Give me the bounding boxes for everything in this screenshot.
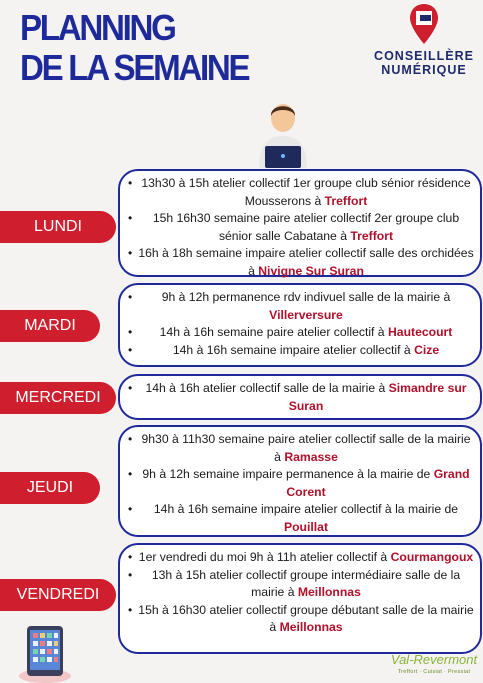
entry-text: 14h à 16h semaine paire atelier collectif à: [159, 325, 388, 340]
list-item: [128, 501, 474, 536]
list-item: [128, 567, 474, 602]
entry-place: Cize: [414, 342, 440, 357]
entry-text: 15h 16h30 semaine paire atelier collectif 2er groupe club sénior salle Cabatane à: [152, 211, 460, 243]
tablet-illustration: [17, 622, 73, 683]
entry-place: Grand Corent: [286, 467, 470, 499]
day-label-mercredi: MERCREDI: [0, 382, 116, 414]
day-box-vendredi: [118, 543, 482, 654]
entry-place: Villerversure: [269, 307, 343, 322]
list-item: [128, 466, 474, 501]
day-box-mercredi: [118, 374, 482, 420]
entry-text: 13h à 15h atelier collectif groupe intermédiaire salle de la mairie à: [151, 567, 461, 600]
day-label-lundi: LUNDI: [0, 211, 116, 243]
entry-place: Pouillat: [283, 519, 328, 534]
title-line-2: DE LA SEMAINE: [20, 47, 249, 88]
list-item: [128, 602, 474, 637]
entry-text: 13h30 à 15h atelier collectif 1er groupe club sénior résidence Mousserons à: [141, 176, 471, 208]
entry-text: 15h à 16h30 atelier collectif groupe débutant salle de la mairie à: [138, 602, 474, 635]
entry-place: Ramasse: [284, 449, 338, 464]
day-box-jeudi: [118, 425, 482, 537]
entry-text: 9h à 12h permanence rdv indivuel salle de la mairie à: [161, 290, 451, 304]
location-pin-icon: [407, 2, 441, 46]
entry-place: Courmangoux: [390, 550, 474, 564]
conseiller-numerique-logo: [368, 2, 480, 88]
person-laptop-illustration: [255, 96, 311, 168]
entry-place: Meillonnas: [279, 620, 343, 635]
entry-text: 14h à 16h semaine impaire atelier collectif à la mairie de: [153, 502, 459, 517]
list-item: [128, 549, 474, 567]
list-item: [128, 324, 474, 342]
list-item: [128, 245, 474, 280]
list-item: [128, 175, 474, 210]
day-label-jeudi: JEUDI: [0, 472, 100, 504]
list-item: [128, 289, 474, 324]
day-box-mardi: [118, 283, 482, 367]
day-box-lundi: [118, 169, 482, 277]
brand-subtitle: Treffort · Cuisiat · Pressiat: [397, 669, 471, 675]
day-label-mardi: MARDI: [0, 310, 100, 342]
list-item: [128, 210, 474, 245]
brand-name: Val-Revermont: [390, 652, 478, 667]
entry-place: Simandre sur Suran: [288, 381, 467, 413]
entry-place: Hautecourt: [387, 325, 453, 340]
entry-place: Treffort: [324, 193, 368, 208]
logo-line-2: NUMÉRIQUE: [381, 63, 467, 77]
logo-line-1: CONSEILLÈRE: [374, 49, 474, 63]
day-label-vendredi: VENDREDI: [0, 579, 116, 611]
title-line-1: PLANNING: [20, 7, 175, 48]
entry-text: 1er vendredi du moi 9h à 11h atelier collectif à: [138, 550, 391, 564]
page-title: [20, 8, 248, 88]
list-item: [128, 431, 474, 466]
entry-place: Treffort: [350, 228, 394, 243]
entry-place: Meillonnas: [297, 585, 361, 600]
entry-text: 9h à 12h semaine impaire permanence à la mairie de: [142, 467, 434, 482]
list-item: [128, 380, 474, 415]
val-revermont-logo: [386, 652, 482, 683]
entry-text: 14h à 16h semaine impaire atelier collectif à: [172, 342, 415, 357]
entry-text: 16h à 18h semaine impaire atelier collectif salle des orchidées à: [138, 246, 474, 278]
list-item: [128, 342, 474, 360]
entry-place: Nivigne Sur Suran: [258, 263, 364, 278]
entry-text: 9h30 à 11h30 semaine paire atelier collectif salle de la mairie à: [141, 432, 471, 464]
entry-text: 14h à 16h atelier collectif salle de la mairie à: [145, 381, 389, 395]
